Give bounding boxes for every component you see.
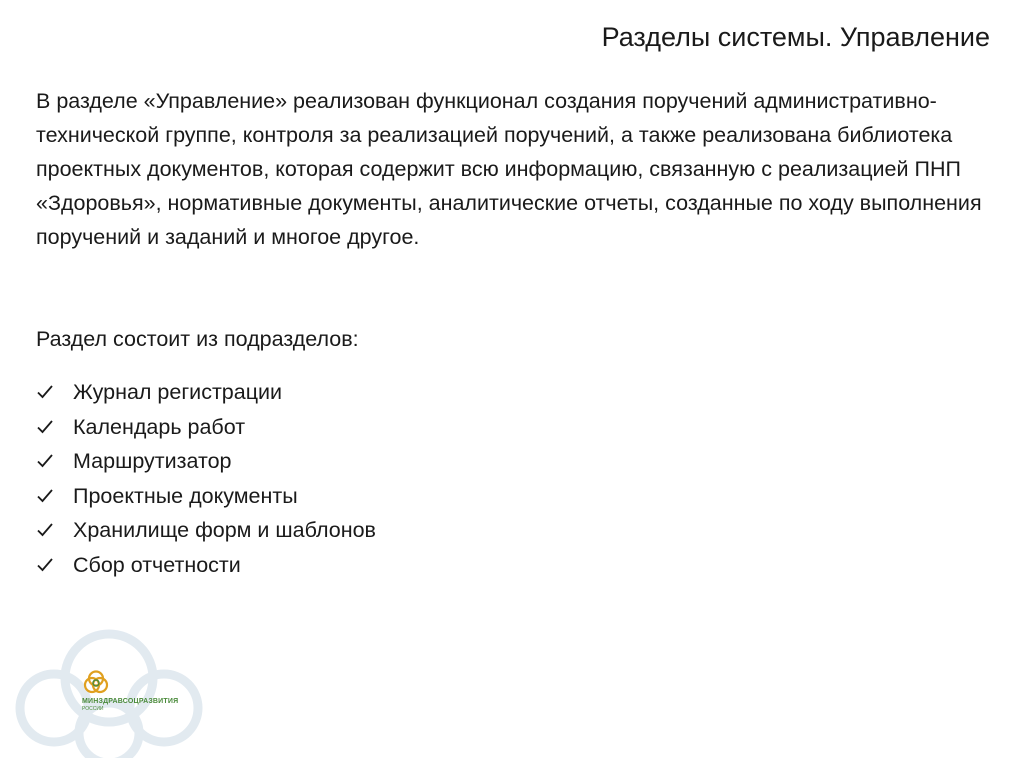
checkmark-icon	[36, 556, 54, 574]
list-item-label: Маршрутизатор	[73, 449, 232, 473]
list-item	[36, 479, 376, 514]
subsections-list	[36, 375, 376, 582]
checkmark-icon	[36, 418, 54, 436]
checkmark-icon	[36, 452, 54, 470]
subsections-lead: Раздел состоит из подразделов:	[36, 327, 359, 351]
checkmark-icon	[36, 487, 54, 505]
list-item	[36, 375, 376, 410]
list-item	[36, 444, 376, 479]
list-item-label: Сбор отчетности	[73, 552, 241, 577]
logo-name: МИНЗДРАВСОЦРАЗВИТИЯ	[82, 698, 179, 705]
ministry-logo-icon	[14, 608, 204, 758]
list-item	[36, 410, 376, 445]
list-item	[36, 513, 376, 548]
logo-subtitle: РОССИИ	[82, 706, 104, 712]
list-item-label: Проектные документы	[73, 483, 298, 508]
list-item-label: Календарь работ	[73, 414, 246, 439]
intro-paragraph: В разделе «Управление» реализован функционал создания поручений административно-технической группе, контроля за реализацией поручений, а также реализована библиотека проектных документов, которая содержит всю информацию, связанную с реализацией ПНП «Здоровья», нормативные документы, аналитические отчеты, созданные по ходу выполнения поручений и заданий и многое другое.	[36, 89, 982, 249]
checkmark-icon	[36, 383, 54, 401]
list-item	[36, 548, 376, 583]
slide-title: Разделы системы. Управление	[601, 22, 990, 52]
checkmark-icon	[36, 521, 54, 539]
list-item-label: Журнал регистрации	[73, 380, 283, 404]
list-item-label: Хранилище форм и шаблонов	[73, 518, 376, 542]
slide-body	[36, 84, 996, 254]
